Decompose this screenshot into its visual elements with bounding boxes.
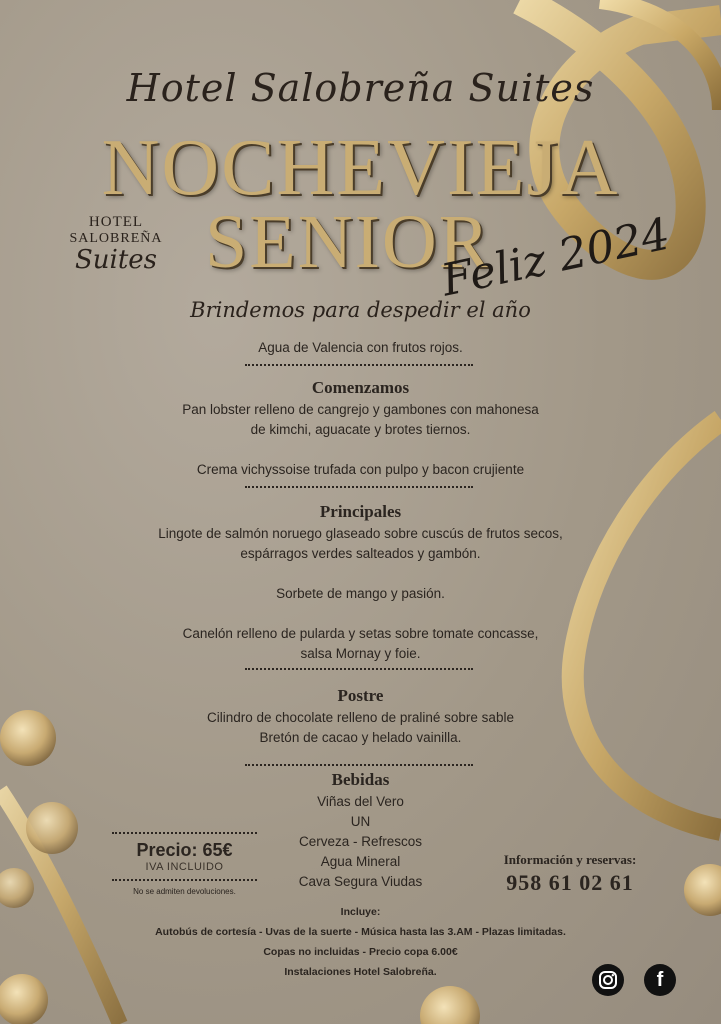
menu-line: Pan lobster relleno de cangrejo y gambones con mahonesa xyxy=(182,402,539,417)
includes-title: Incluye: xyxy=(340,906,381,918)
title-senior: SENIOR xyxy=(205,200,492,284)
section-title-principales: Principales xyxy=(319,502,402,521)
iva-label: IVA INCLUIDO xyxy=(145,861,224,873)
feliz-2024-script: Feliz 2024 xyxy=(437,208,675,307)
section-title-postre: Postre xyxy=(337,686,384,705)
menu-line: Lingote de salmón noruego glaseado sobre cuscús de frutos secos, xyxy=(158,526,563,541)
divider xyxy=(245,668,473,670)
menu-line: de kimchi, aguacate y brotes tiernos. xyxy=(250,422,471,437)
includes-line: Autobús de cortesía - Uvas de la suerte - Música hasta las 3.AM - Plazas limitadas. xyxy=(155,926,566,938)
divider xyxy=(245,764,473,766)
includes-line: Instalaciones Hotel Salobreña. xyxy=(284,966,437,978)
hotel-logo xyxy=(60,214,172,273)
price-label: Precio: 65€ xyxy=(136,840,233,860)
facebook-icon[interactable] xyxy=(644,964,676,996)
phone-number[interactable]: 958 61 02 61 xyxy=(506,870,634,895)
divider xyxy=(112,879,257,881)
logo-line-hotel: HOTEL xyxy=(88,214,144,230)
menu-line: Sorbete de mango y pasión. xyxy=(276,586,445,601)
logo-line-salobrena: SALOBREÑA xyxy=(69,231,163,246)
instagram-glyph xyxy=(598,970,618,990)
includes-line: Copas no incluidas - Precio copa 6.00€ xyxy=(263,946,458,958)
divider xyxy=(245,364,473,366)
drink-line: UN xyxy=(350,814,371,829)
facebook-glyph: f xyxy=(656,968,664,991)
title-nochevieja: NOCHEVIEJA xyxy=(101,124,620,212)
no-refunds-note: No se admiten devoluciones. xyxy=(133,887,236,896)
menu-line: Bretón de cacao y helado vainilla. xyxy=(259,730,462,745)
menu-line: Crema vichyssoise trufada con pulpo y bacon crujiente xyxy=(196,462,525,477)
instagram-icon[interactable] xyxy=(592,964,624,996)
welcome-drink: Agua de Valencia con frutos rojos. xyxy=(258,340,463,355)
menu-line: Canelón relleno de pularda y setas sobre tomate concasse, xyxy=(182,626,539,641)
price-box xyxy=(112,832,257,896)
menu-line: espárragos verdes salteados y gambón. xyxy=(240,546,481,561)
tagline: Brindemos para despedir el año xyxy=(190,298,531,322)
drink-line: Viñas del Vero xyxy=(317,794,404,809)
contact-label: Información y reservas: xyxy=(503,852,637,867)
menu-line: salsa Mornay y foie. xyxy=(300,646,421,661)
drink-line: Agua Mineral xyxy=(320,854,401,869)
section-title-bebidas: Bebidas xyxy=(331,770,390,789)
divider xyxy=(245,486,473,488)
logo-line-suites: Suites xyxy=(74,245,158,275)
menu-line: Cilindro de chocolate relleno de praliné sobre sable xyxy=(207,710,514,725)
drink-line: Cava Segura Viudas xyxy=(298,874,423,889)
divider xyxy=(112,832,257,834)
drink-line: Cerveza - Refrescos xyxy=(298,834,423,849)
section-title-comenzamos: Comenzamos xyxy=(311,378,410,397)
hotel-name-script: Hotel Salobreña Suites xyxy=(126,66,595,110)
